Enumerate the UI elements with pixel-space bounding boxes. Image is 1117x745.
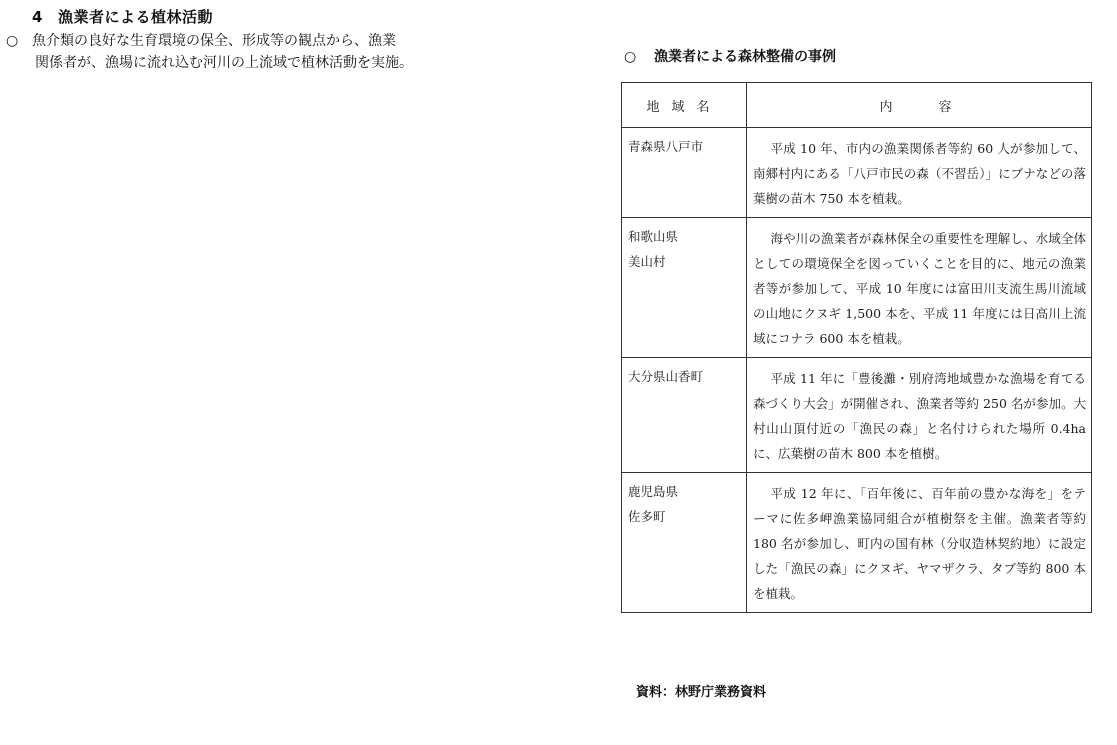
table-row xyxy=(622,128,1092,218)
header-region: 地域名 xyxy=(622,83,747,128)
intro-line-1: ○ 魚介類の良好な生育環境の保全、形成等の観点から、漁業 xyxy=(6,30,566,52)
table-row xyxy=(622,358,1092,473)
source-note: 資料：林野庁業務資料 xyxy=(636,685,767,700)
region-cell: 鹿児島県 佐多町 xyxy=(622,473,747,613)
region-cell: 青森県八戸市 xyxy=(622,128,747,218)
content-cell: 平成 11 年に「豊後灘・別府湾地域豊かな漁場を育てる森づくり大会」が開催され、漁業者等約 250 名が参加。大村山山頂付近の「漁民の森」と名付けられた場所 0.4ha に、広葉樹の苗木 800 本を植樹。 xyxy=(747,358,1092,473)
bullet-circle-icon: ○ xyxy=(6,33,19,49)
content-cell: 平成 12 年に、「百年後に、百年前の豊かな海を」をテーマに佐多岬漁業協同組合が植樹祭を主催。漁業者等約 180 名が参加し、町内の国有林（分収造林契約地）に設定した「漁民の森」にクヌギ、ヤマザクラ、タブ等約 800 本を植栽。 xyxy=(747,473,1092,613)
content-cell: 平成 10 年、市内の漁業関係者等約 60 人が参加して、南郷村内にある「八戸市民の森（不習岳）」にブナなどの落葉樹の苗木 750 本を植栽。 xyxy=(747,128,1092,218)
section-number: 4 xyxy=(32,8,43,26)
table-row xyxy=(622,218,1092,358)
table-row xyxy=(622,473,1092,613)
cases-table xyxy=(621,82,1092,613)
table-header-row xyxy=(622,83,1092,128)
table-title-text: 漁業者による森林整備の事例 xyxy=(654,49,836,65)
section-title: 漁業者による植林活動 xyxy=(58,8,214,26)
intro-line-2: 関係者が、漁場に流れ込む河川の上流域で植林活動を実施。 xyxy=(35,55,413,71)
content-cell: 海や川の漁業者が森林保全の重要性を理解し、水域全体としての環境保全を図っていくことを目的に、地元の漁業者等が参加して、平成 10 年度には富田川支流生馬川流域の山地にクヌギ 1,500 本を、平成 11 年度には日高川上流域にコナラ 600 本を植栽。 xyxy=(747,218,1092,358)
section-heading xyxy=(32,6,213,27)
header-content: 内容 xyxy=(747,83,1092,128)
intro-paragraph xyxy=(6,30,566,74)
region-cell: 和歌山県 美山村 xyxy=(622,218,747,358)
table-title xyxy=(624,46,836,66)
bullet-circle-icon: ○ xyxy=(624,49,637,65)
region-cell: 大分県山香町 xyxy=(622,358,747,473)
